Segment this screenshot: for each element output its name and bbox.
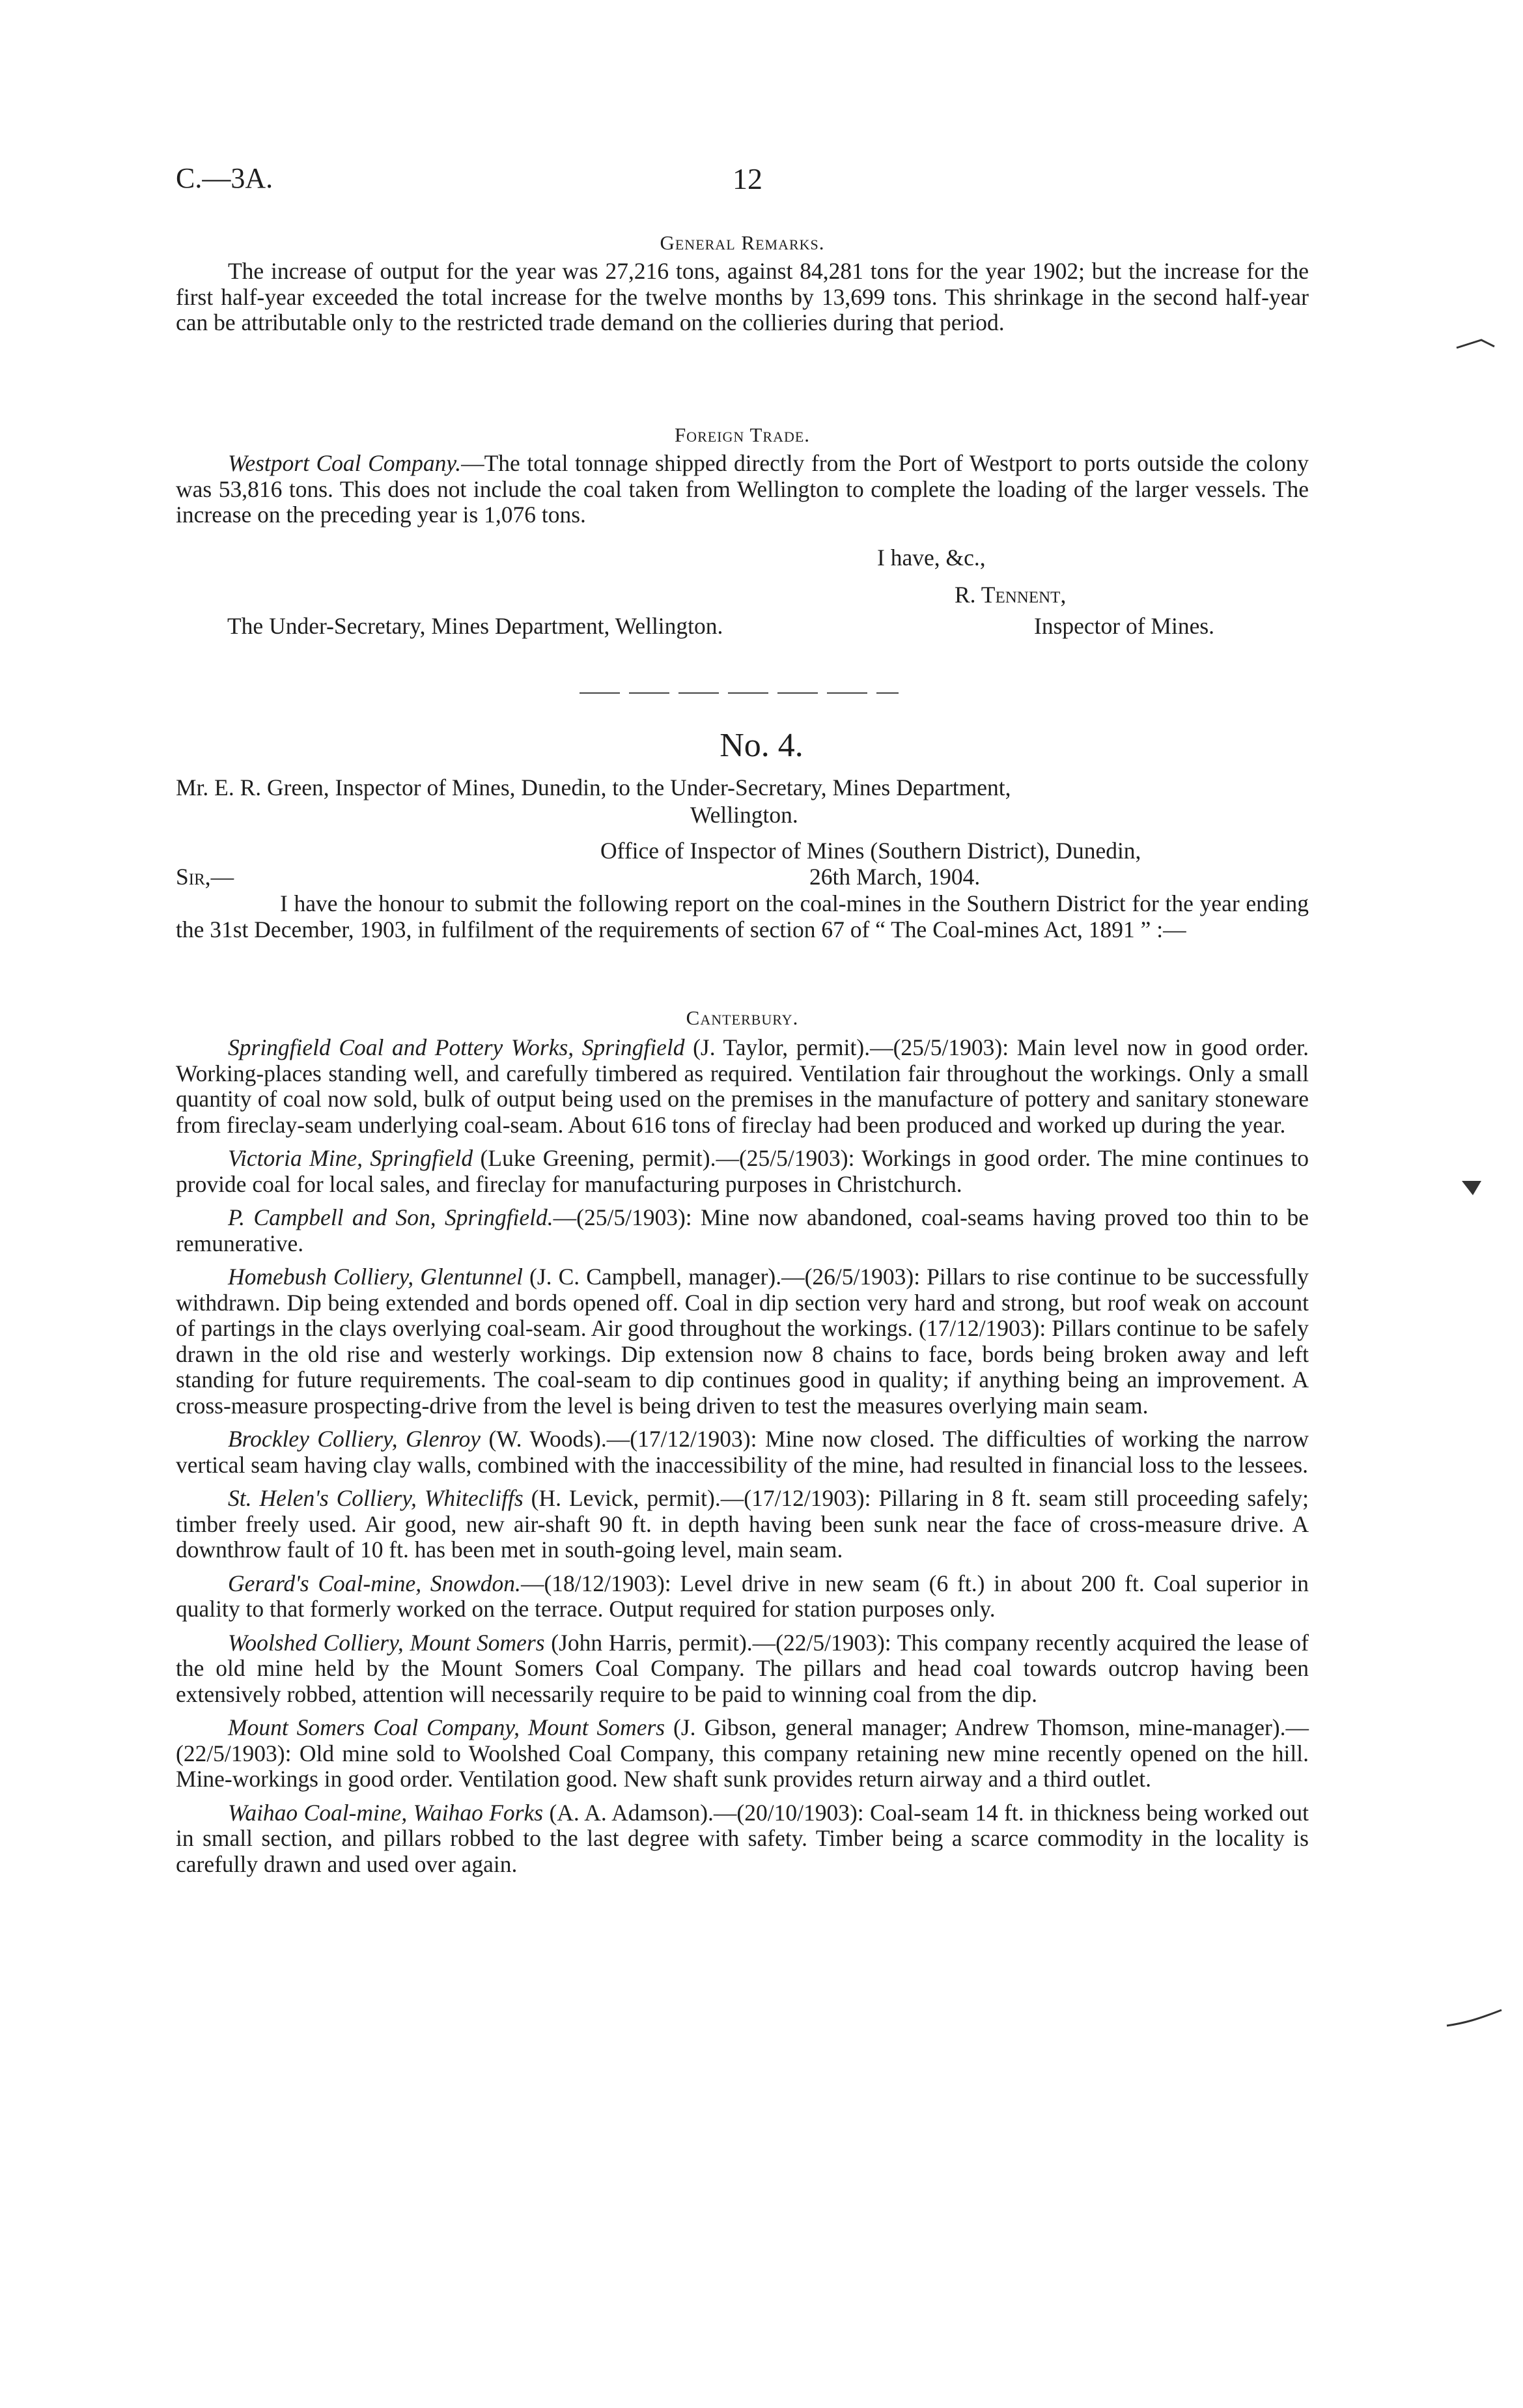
mine-report: (J. Gibson, general manager; Andrew Thomson, mine-manager).—(22/5/1903): Old mine sold to Woolshed Coal Company, this company retaining new mine recently opened on the hill. Mine-workings in good order. Ventilation good. New shaft sunk provides return airway and a third outlet. (176, 1714, 1309, 1792)
foreign-trade-paragraph (176, 451, 1309, 528)
mine-entry (176, 1264, 1309, 1419)
report-from-cont: Wellington. (690, 802, 798, 828)
series-reference: C.—3A. (176, 162, 273, 194)
foreign-trade-section (176, 423, 1309, 528)
report-intro: I have the honour to submit the following report on the coal-mines in the Southern District for the year ending the 31st December, 1903, in fulfilment of the requirements of section 67 of “ The Coal-mines Act, 1891 ” :— (176, 890, 1309, 942)
mine-report: (John Harris, permit).—(22/5/1903): This company recently acquired the lease of the old mine held by the Mount Somers Coal Company. The pillars and head coal towards outcrop having been extensively robbed, attention will necessarily require to be paid to winning coal from the dip. (176, 1629, 1309, 1707)
mine-report: (J. Taylor, permit).—(25/5/1903): Main level now in good order. Working-places standing well, and carefully timbered as required. Ventilation fair throughout the workings. Only a small quantity of coal now sold, bulk of output being used on the premises in the manufacture of pottery and sanitary stoneware from fireclay-seam underlying coal-seam. About 616 tons of fireclay had been produced and worked up during the year. (176, 1034, 1309, 1138)
mine-entry (176, 1571, 1309, 1622)
mine-report: (H. Levick, permit).—(17/12/1903): Pillaring in 8 ft. seam still proceeding safely; timber freely used. Air good, new air-shaft 90 ft. in depth having been sunk near the face of cross-measure drive. A downthrow fault of 10 ft. has been met in south-going level, main seam. (176, 1485, 1309, 1563)
mine-report: (J. C. Campbell, manager).—(26/5/1903): Pillars to rise continue to be successfully withdrawn. Dip being extended and bords opened off. Coal in dip section very hard and strong, but roof weak on account of partings in the clays overlying coal-seam. Air good throughout the workings. (17/12/1903): Pillars continue to be safely drawn in the old rise and westerly workings. Dip extension now 8 chains to face, bords being broken away and left standing for future requirements. The coal-seam to dip continues good in quality; if anything being an improvement. A cross-measure prospecting-drive from the level is being driven to test the measures overlying main seam. (176, 1264, 1309, 1419)
canterbury-heading: Canterbury. (686, 1006, 799, 1029)
mine-name: Mount Somers Coal Company, Mount Somers (228, 1714, 665, 1740)
salutation: Sir,— (176, 864, 234, 890)
scan-mark-icon (1459, 1176, 1485, 1202)
scan-mark-icon (1455, 333, 1501, 353)
mine-name: P. Campbell and Son, Springfield. (228, 1204, 553, 1230)
mine-name: Waihao Coal-mine, Waihao Forks (228, 1799, 544, 1826)
mine-report: (Luke Greening, permit).—(25/5/1903): Workings in good order. The mine continues to provide coal for local sales, and fireclay for manufacturing purposes in Christchurch. (176, 1145, 1309, 1197)
mine-entry (176, 1715, 1309, 1792)
mine-name: Gerard's Coal-mine, Snowdon. (228, 1570, 521, 1596)
foreign-trade-text: —The total tonnage shipped directly from the Port of Westport to ports outside the colony was 53,816 tons. This does not include the coal taken from Wellington to complete the loading of the larger vessels. The increase on the preceding year is 1,076 tons. (176, 450, 1309, 528)
signatory-name: R. Tennent, (955, 582, 1067, 608)
report-number-heading: No. 4. (720, 727, 803, 764)
section-divider (580, 692, 899, 694)
mine-name: St. Helen's Colliery, Whitecliffs (228, 1485, 524, 1511)
mine-entry (176, 1426, 1309, 1478)
report-header (176, 775, 1309, 801)
mine-entry (176, 1205, 1309, 1256)
general-remarks-section (176, 231, 1309, 336)
report-intro-block (176, 891, 1309, 942)
mine-entry (176, 1146, 1309, 1197)
report-from: Mr. E. R. Green, Inspector of Mines, Dunedin, to the Under-Secretary, Mines Department, (176, 774, 1011, 800)
mine-entry (176, 1035, 1309, 1138)
scan-mark-icon (1446, 2006, 1504, 2032)
page-number: 12 (733, 162, 762, 195)
mine-name: Springfield Coal and Pottery Works, Springfield (228, 1034, 685, 1060)
mine-report: (W. Woods).—(17/12/1903): Mine now closed. The difficulties of working the narrow vertical seam having clay walls, combined with the inaccessibility of the mine, had resulted in financial loss to the lessees. (176, 1426, 1309, 1478)
office-line: Office of Inspector of Mines (Southern District), Dunedin, (600, 838, 1141, 864)
letter-date: 26th March, 1904. (809, 864, 981, 890)
signatory-title: Inspector of Mines. (1034, 613, 1215, 639)
mine-report: (A. A. Adamson).—(20/10/1903): Coal-seam 14 ft. in thickness being worked out in small section, and pillars robbed to the last degree with safety. Timber being a scarce commodity in the locality is carefully drawn and used over again. (176, 1799, 1309, 1877)
letter-closing: I have, &c., (877, 545, 986, 571)
mine-name: Brockley Colliery, Glenroy (228, 1426, 481, 1452)
mine-report: —(18/12/1903): Level drive in new seam (6 ft.) in about 200 ft. Coal superior in quality to that formerly worked on the terrace. Output required for station purposes only. (176, 1570, 1309, 1622)
mine-name: Homebush Colliery, Glentunnel (228, 1264, 523, 1290)
mine-entry (176, 1486, 1309, 1563)
general-remarks-heading: General Remarks. (660, 231, 825, 254)
canterbury-section (176, 1006, 1309, 1885)
mine-name: Victoria Mine, Springfield (228, 1145, 473, 1171)
mine-entry (176, 1800, 1309, 1878)
addressee: The Under-Secretary, Mines Department, Wellington. (227, 613, 723, 639)
mine-name: Woolshed Colliery, Mount Somers (228, 1629, 545, 1656)
foreign-trade-lead: Westport Coal Company. (228, 450, 462, 476)
mine-entry (176, 1630, 1309, 1708)
general-remarks-paragraph: The increase of output for the year was 27,216 tons, against 84,281 tons for the year 1902; but the increase for the first half-year exceeded the total increase for the twelve months by 13,699 tons. This shrinkage in the second half-year can be attributable only to the restricted trade demand on the collieries during that period. (176, 258, 1309, 335)
mine-report: —(25/5/1903): Mine now abandoned, coal-seams having proved too thin to be remunerative. (176, 1204, 1309, 1256)
foreign-trade-heading: Foreign Trade. (674, 423, 811, 446)
